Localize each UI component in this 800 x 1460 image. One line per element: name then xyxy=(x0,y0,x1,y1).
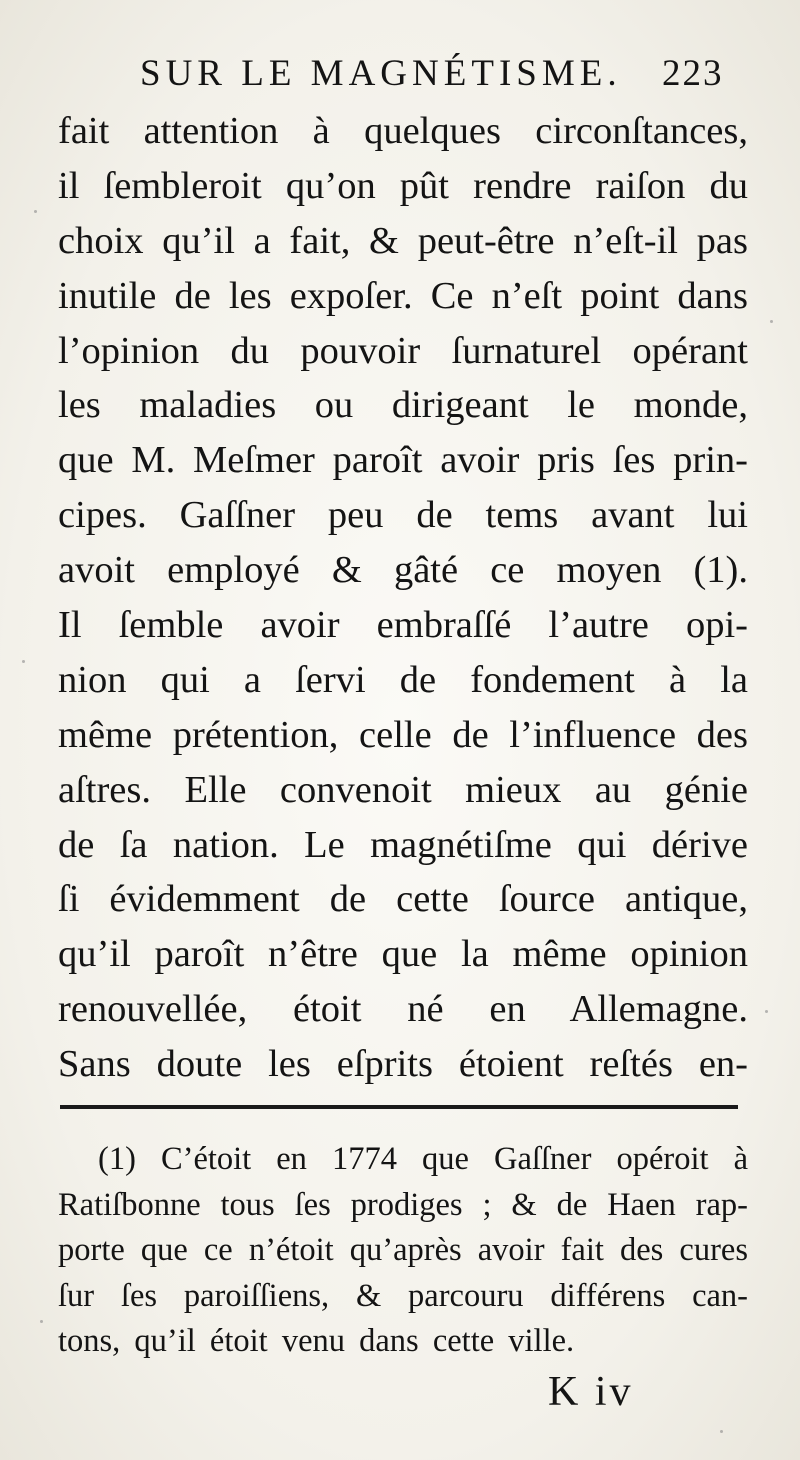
text-line: il ſembleroit qu’on pût rendre raiſon du xyxy=(58,164,748,207)
text-line: que M. Meſmer paroît avoir pris ſes prin- xyxy=(58,439,748,482)
text-line: de ſa nation. Le magnétiſme qui dérive xyxy=(58,823,748,866)
text-line: Sans doute les eſprits étoient reſtés en- xyxy=(58,1043,748,1086)
footnote-line: (1) C’étoit en 1774 que Gaſſner opéroit à xyxy=(98,1141,748,1177)
footnote-divider xyxy=(60,1105,738,1109)
footnote-line: porte que ce n’étoit qu’après avoir fait des cures xyxy=(58,1232,748,1268)
text-line: Il ſemble avoir embraſſé l’autre opi- xyxy=(58,604,748,647)
footnote-line: Ratiſbonne tous ſes prodiges ; & de Haen rap- xyxy=(58,1186,748,1223)
footnote-line: ſur ſes paroiſſiens, & parcouru différens can- xyxy=(58,1277,748,1314)
paper-speck xyxy=(720,1430,723,1433)
text-line: cipes. Gaſſner peu de tems avant lui xyxy=(58,494,748,537)
page-number: 223 xyxy=(662,53,724,94)
text-line: renouvellée, étoit né en Allemagne. xyxy=(58,988,748,1031)
text-line: avoit employé & gâté ce moyen (1). xyxy=(58,549,748,592)
text-line: qu’il paroît n’être que la même opinion xyxy=(58,933,748,976)
body-text xyxy=(58,104,748,1092)
running-header xyxy=(140,52,760,102)
paper-speck xyxy=(34,210,37,213)
running-title: SUR LE MAGNÉTISME. xyxy=(140,53,622,94)
text-line: choix qu’il a fait, & peut-être n’eſt-il pas xyxy=(58,219,748,262)
paper-speck xyxy=(765,1010,768,1013)
signature-mark: K iv xyxy=(548,1369,634,1415)
text-line: l’opinion du pouvoir ſurnaturel opérant xyxy=(58,329,748,372)
text-line: les maladies ou dirigeant le monde, xyxy=(58,384,748,427)
text-line: aſtres. Elle convenoit mieux au génie xyxy=(58,768,748,811)
text-line: ſi évidemment de cette ſource antique, xyxy=(58,878,748,921)
paper-speck xyxy=(22,660,25,663)
text-line: inutile de les expoſer. Ce n’eſt point dans xyxy=(58,274,748,317)
paper-speck xyxy=(770,320,773,323)
text-line: fait attention à quelques circonſtances, xyxy=(58,110,748,152)
text-line: nion qui a ſervi de fondement à la xyxy=(58,658,748,701)
footnote-line: tons, qu’il étoit venu dans cette ville. xyxy=(58,1323,575,1359)
paper-speck xyxy=(40,1320,43,1323)
footnote xyxy=(58,1137,748,1365)
text-line: même prétention, celle de l’influence des xyxy=(58,713,748,756)
